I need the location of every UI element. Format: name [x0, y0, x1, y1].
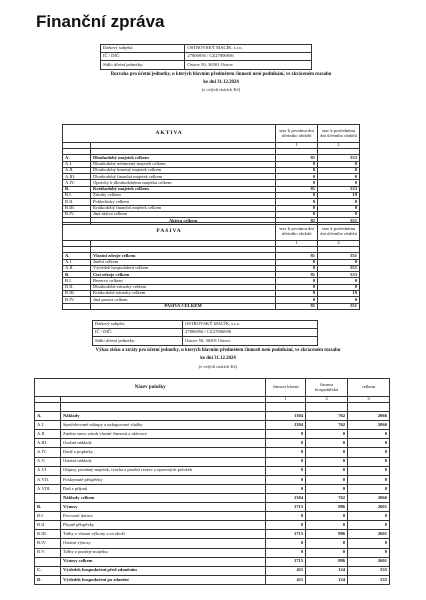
row-value-v1: 0 — [276, 174, 318, 180]
row-value-v1: 81 — [276, 218, 318, 224]
row-code: B.IV. — [63, 297, 91, 303]
info-label: Daňový subjekt: — [93, 321, 183, 329]
balance-units: (v celých tisících Kč) — [201, 87, 241, 92]
row-value-v3: 0 — [348, 484, 390, 493]
row-value-v1: 411 — [266, 566, 306, 575]
row-name: Daň z příjmů — [60, 484, 265, 493]
table-row — [35, 475, 390, 484]
table-row — [63, 303, 360, 309]
info-value: OSTROVSKÝ MACÍK, s.r.o. — [185, 45, 312, 53]
pasiva-col2-number: 2 — [318, 241, 360, 247]
row-value-v2: 551 — [318, 303, 360, 309]
row-value-v1: 0 — [276, 284, 318, 290]
row-code: A.II. — [63, 167, 91, 173]
info-label: Sídlo účetní jednotky: — [93, 337, 183, 345]
page-title: Finanční zpráva — [36, 12, 165, 31]
row-code: B.V. — [35, 548, 61, 557]
row-value-v3: 0 — [348, 457, 390, 466]
row-value-v2: 0 — [318, 199, 360, 205]
row-name: Aktiva celkem — [90, 218, 275, 224]
row-code: B.II. — [35, 521, 61, 530]
row-code: C. — [35, 566, 61, 575]
row-value-v1: 0 — [276, 259, 318, 265]
row-value-v1: 81 — [276, 272, 318, 278]
row-value-v2: 0 — [318, 161, 360, 167]
table-row — [35, 448, 390, 457]
row-code — [35, 493, 61, 502]
row-value-v2: 19 — [318, 193, 360, 199]
row-code: A.IV. — [35, 448, 61, 457]
info-row — [93, 337, 318, 345]
row-code: B.III. — [63, 291, 91, 297]
row-value-v2: 0 — [318, 167, 360, 173]
table-row — [35, 412, 390, 421]
row-value-v3: 0 — [348, 439, 390, 448]
row-value-v2 — [306, 403, 348, 412]
row-value-v2: 551 — [318, 218, 360, 224]
row-value-v3: 0 — [348, 548, 390, 557]
row-code — [35, 557, 61, 566]
row-value-v1: 0 — [276, 193, 318, 199]
row-value-v2: 551 — [318, 265, 360, 271]
row-code: A.V. — [35, 457, 61, 466]
pl-units: (v celých tisících Kč) — [198, 364, 238, 369]
row-code: B.III. — [63, 205, 91, 211]
row-value-v1: 0 — [266, 512, 306, 521]
row-code: A.II. — [35, 430, 61, 439]
info-row — [101, 45, 312, 53]
row-code: A.VIII. — [35, 484, 61, 493]
pasiva-heading: PASIVA — [63, 223, 276, 241]
row-value-v1: 0 — [276, 167, 318, 173]
row-code: A.IV. — [63, 180, 91, 186]
table-row — [35, 484, 390, 493]
info-value: 27806956 / CZ27806956 — [185, 53, 312, 61]
balance-intro: Rozvaha pro účetní jednotky, u kterých hlavním předmětem činnosti není podnikání, ve zkráceném rozsahu — [110, 72, 332, 77]
row-value-v3 — [348, 403, 390, 412]
row-code — [63, 303, 91, 309]
row-name: Dlouhodobý majetek celkem — [90, 155, 275, 161]
row-value-v1: 1715 — [266, 503, 306, 512]
info-label: IČ / DIČ: — [93, 329, 183, 337]
row-value-v2: 0 — [306, 512, 348, 521]
row-name: Změna stavu zásob vlastní činnosti a aktivace — [60, 430, 265, 439]
row-value-v2: 533 — [318, 186, 360, 192]
balance-date: ke dni 31.12.2024 — [203, 80, 239, 85]
aktiva-heading: AKTIVA — [63, 125, 276, 143]
row-value-v2: 762 — [306, 493, 348, 502]
entity-info-table — [100, 44, 312, 70]
pl-col1-header: činnost hlavní — [266, 379, 306, 397]
row-name: Dlouhodobý nehmotný majetek celkem — [90, 161, 275, 167]
row-name: Výsledek hospodaření před zdaněním — [60, 566, 265, 575]
pl-intro: Výkaz zisku a ztráty pro účetní jednotky, u kterých hlavním předmětem činnosti není podnikání, ve zkráceném rozsahu — [95, 348, 341, 353]
pl-col1-number: 1 — [266, 397, 306, 403]
pl-date: ke dni 31.12.2024 — [200, 356, 236, 361]
pl-heading: Název položky — [35, 379, 266, 397]
row-value-v2: 886 — [306, 530, 348, 539]
row-value-v1: 0 — [266, 466, 306, 475]
row-name: Jmění celkem — [90, 259, 275, 265]
row-code: B. — [35, 503, 61, 512]
row-value-v1: 0 — [266, 484, 306, 493]
row-value-v2: 0 — [306, 466, 348, 475]
row-value-v3: 2066 — [348, 412, 390, 421]
table-row — [35, 521, 390, 530]
row-value-v2: 0 — [306, 521, 348, 530]
row-code — [35, 403, 61, 412]
row-value-v1: 0 — [266, 521, 306, 530]
row-value-v1: 0 — [276, 291, 318, 297]
row-code: A.III. — [63, 174, 91, 180]
row-value-v2: 762 — [306, 421, 348, 430]
row-name: Jiná pasiva celkem — [90, 297, 275, 303]
row-value-v3: 2601 — [348, 557, 390, 566]
row-value-v3: 535 — [348, 566, 390, 575]
pl-col3-number: 3 — [348, 397, 390, 403]
row-value-v2: 0 — [306, 548, 348, 557]
row-value-v1: 0 — [276, 180, 318, 186]
row-value-v1: 81 — [276, 253, 318, 259]
row-name: Provozní dotace — [60, 512, 265, 521]
row-code: A.VII. — [35, 475, 61, 484]
row-value-v1: 1715 — [266, 530, 306, 539]
table-row — [35, 421, 390, 430]
row-name: Tržby z prodeje majetku — [60, 548, 265, 557]
table-row — [35, 512, 390, 521]
row-name: Pohledávky celkem — [90, 199, 275, 205]
row-value-v2: 886 — [306, 557, 348, 566]
pasiva-col1-number: 1 — [276, 241, 318, 247]
table-row — [35, 457, 390, 466]
row-name: Přijaté příspěvky — [60, 521, 265, 530]
pl-table — [34, 378, 390, 585]
row-name: Výsledek hospodaření po zdanění — [60, 575, 265, 584]
row-name: Tržby z vlastní výkony a za zboží — [60, 530, 265, 539]
row-name: Náklady — [60, 412, 265, 421]
row-value-v2: 551 — [318, 253, 360, 259]
row-code: B.IV. — [63, 211, 91, 217]
row-value-v2: 533 — [318, 272, 360, 278]
row-name: PASIVA CELKEM — [90, 303, 275, 309]
row-name: Dlouhodobé závazky celkem — [90, 284, 275, 290]
row-value-v1: 0 — [266, 475, 306, 484]
table-row — [35, 548, 390, 557]
row-name: Oprávky k dlouhodobému majetku celkem — [90, 180, 275, 186]
row-value-v1: 0 — [266, 457, 306, 466]
row-name: Krátkodobý finanční majetek celkem — [90, 205, 275, 211]
info-label: Daňový subjekt: — [101, 45, 185, 53]
row-value-v2: 533 — [318, 155, 360, 161]
info-row — [101, 61, 312, 69]
row-name: Ostatní výnosy — [60, 539, 265, 548]
row-value-v2: 0 — [306, 439, 348, 448]
row-value-v1: 411 — [266, 575, 306, 584]
row-name: Daně a poplatky — [60, 448, 265, 457]
row-value-v3: 2066 — [348, 421, 390, 430]
row-value-v2: 762 — [306, 412, 348, 421]
row-value-v1: 81 — [276, 303, 318, 309]
row-value-v2: 0 — [318, 297, 360, 303]
row-name: Výsledek hospodaření celkem — [90, 265, 275, 271]
row-value-v3: 0 — [348, 521, 390, 530]
row-value-v1: 1715 — [266, 557, 306, 566]
info-row — [101, 53, 312, 61]
row-value-v2: 0 — [318, 259, 360, 265]
row-name: Ostatní náklady — [60, 457, 265, 466]
row-value-v1: 81 — [276, 186, 318, 192]
row-name: Cizí zdroje celkem — [90, 272, 275, 278]
table-row — [35, 539, 390, 548]
row-code: B.II. — [63, 199, 91, 205]
row-value-v3: 2601 — [348, 530, 390, 539]
row-name: Náklady celkem — [60, 493, 265, 502]
row-code: A. — [35, 412, 61, 421]
row-value-v2: 0 — [306, 457, 348, 466]
row-code: A.III. — [35, 439, 61, 448]
row-code: B.I. — [63, 278, 91, 284]
aktiva-col2-header: stav k poslednímu dni účetního období — [318, 125, 360, 143]
table-row — [35, 439, 390, 448]
info-value: Ostrov 50, 36301 Ostrov — [185, 61, 312, 69]
row-value-v1: 0 — [276, 265, 318, 271]
row-name: Rezervy celkem — [90, 278, 275, 284]
row-value-v3: 2601 — [348, 503, 390, 512]
row-value-v2: 0 — [306, 430, 348, 439]
row-code: B.IV. — [35, 539, 61, 548]
row-code: A.I. — [63, 161, 91, 167]
row-value-v2: 0 — [318, 205, 360, 211]
row-value-v2: 0 — [318, 278, 360, 284]
row-value-v2: 19 — [318, 291, 360, 297]
info-value: Ostrov 50, 36301 Ostrov — [183, 337, 318, 345]
row-value-v3: 2066 — [348, 493, 390, 502]
row-value-v3: 0 — [348, 466, 390, 475]
table-row — [35, 403, 390, 412]
aktiva-table — [62, 124, 360, 225]
row-value-v1: 0 — [266, 539, 306, 548]
info-row — [93, 329, 318, 337]
row-name: Krátkodobé závazky celkem — [90, 291, 275, 297]
table-row — [35, 466, 390, 475]
row-name: Výnosy — [60, 503, 265, 512]
aktiva-col2-number: 2 — [318, 143, 360, 149]
row-value-v1: 81 — [276, 155, 318, 161]
row-value-v2: 0 — [318, 180, 360, 186]
row-code: B. — [63, 272, 91, 278]
row-name: Vlastní zdroje celkem — [90, 253, 275, 259]
pl-col2-header: činnost hospodářská — [306, 379, 348, 397]
row-value-v3: 0 — [348, 430, 390, 439]
row-code: D. — [35, 575, 61, 584]
row-code: B.I. — [35, 512, 61, 521]
row-value-v2: 0 — [318, 174, 360, 180]
row-name: Dlouhodobý finanční majetek celkem — [90, 174, 275, 180]
row-value-v1: 1304 — [266, 493, 306, 502]
row-value-v2: 124 — [306, 575, 348, 584]
row-value-v3: 0 — [348, 448, 390, 457]
row-value-v1: 0 — [266, 548, 306, 557]
row-value-v2: 124 — [306, 566, 348, 575]
row-value-v2: 886 — [306, 503, 348, 512]
row-code: A.I. — [63, 259, 91, 265]
row-code: B.II. — [63, 284, 91, 290]
row-value-v2: 0 — [318, 284, 360, 290]
table-row — [35, 557, 390, 566]
info-row — [93, 321, 318, 329]
info-value: OSTROVSKÝ MACÍK, s.r.o. — [183, 321, 318, 329]
row-code: A.I. — [35, 421, 61, 430]
entity-info-table-2 — [92, 320, 318, 346]
row-value-v1 — [266, 403, 306, 412]
row-code: B.III. — [35, 530, 61, 539]
row-code: A. — [63, 155, 91, 161]
pasiva-table — [62, 222, 360, 310]
row-value-v3: 0 — [348, 512, 390, 521]
table-row — [35, 566, 390, 575]
pl-col3-header: celkem — [348, 379, 390, 397]
row-name: Spotřebované nákupy a nakupované služby — [60, 421, 265, 430]
row-value-v2: 0 — [306, 475, 348, 484]
row-value-v2: 0 — [306, 448, 348, 457]
row-name: Výnosy celkem — [60, 557, 265, 566]
row-value-v1: 0 — [276, 161, 318, 167]
row-name: Zásoby celkem — [90, 193, 275, 199]
table-row — [35, 530, 390, 539]
row-name: Poskytnuté příspěvky — [60, 475, 265, 484]
row-value-v3: 0 — [348, 539, 390, 548]
row-code: A. — [63, 253, 91, 259]
table-row — [35, 493, 390, 502]
row-value-v3: 0 — [348, 475, 390, 484]
row-value-v3: 535 — [348, 575, 390, 584]
row-value-v1: 0 — [276, 205, 318, 211]
row-name — [60, 403, 265, 412]
table-row — [35, 575, 390, 584]
pasiva-col1-header: stav k prvnímu dni účetního období — [276, 223, 318, 241]
row-name: Osobní náklady — [60, 439, 265, 448]
row-value-v1: 0 — [266, 448, 306, 457]
row-value-v2: 0 — [306, 484, 348, 493]
row-value-v1: 0 — [276, 297, 318, 303]
table-row — [35, 503, 390, 512]
row-value-v1: 1304 — [266, 421, 306, 430]
row-value-v1: 0 — [266, 430, 306, 439]
aktiva-col1-header: stav k prvnímu dni účetního období — [276, 125, 318, 143]
row-value-v1: 0 — [266, 439, 306, 448]
row-value-v1: 1304 — [266, 412, 306, 421]
pl-col2-number: 2 — [306, 397, 348, 403]
row-value-v1: 0 — [276, 278, 318, 284]
row-code: B. — [63, 186, 91, 192]
pasiva-col2-header: stav k poslednímu dni účetního období — [318, 223, 360, 241]
table-row — [35, 430, 390, 439]
row-name: Dlouhodobý hmotný majetek celkem — [90, 167, 275, 173]
row-value-v2: 0 — [306, 539, 348, 548]
row-name: Krátkodobý majetek celkem — [90, 186, 275, 192]
row-value-v2: 0 — [318, 211, 360, 217]
info-value: 27806956 / CZ27806956 — [183, 329, 318, 337]
row-value-v1: 0 — [276, 211, 318, 217]
row-name: Odpisy, prodaný majetek, tvorba a použití rezerv a opravných položek — [60, 466, 265, 475]
row-code: A.II. — [63, 265, 91, 271]
row-code: A.VI. — [35, 466, 61, 475]
aktiva-col1-number: 1 — [276, 143, 318, 149]
row-code: B.I. — [63, 193, 91, 199]
row-name: Jiná aktiva celkem — [90, 211, 275, 217]
info-label: IČ / DIČ: — [101, 53, 185, 61]
info-label: Sídlo účetní jednotky: — [101, 61, 185, 69]
row-value-v1: 0 — [276, 199, 318, 205]
